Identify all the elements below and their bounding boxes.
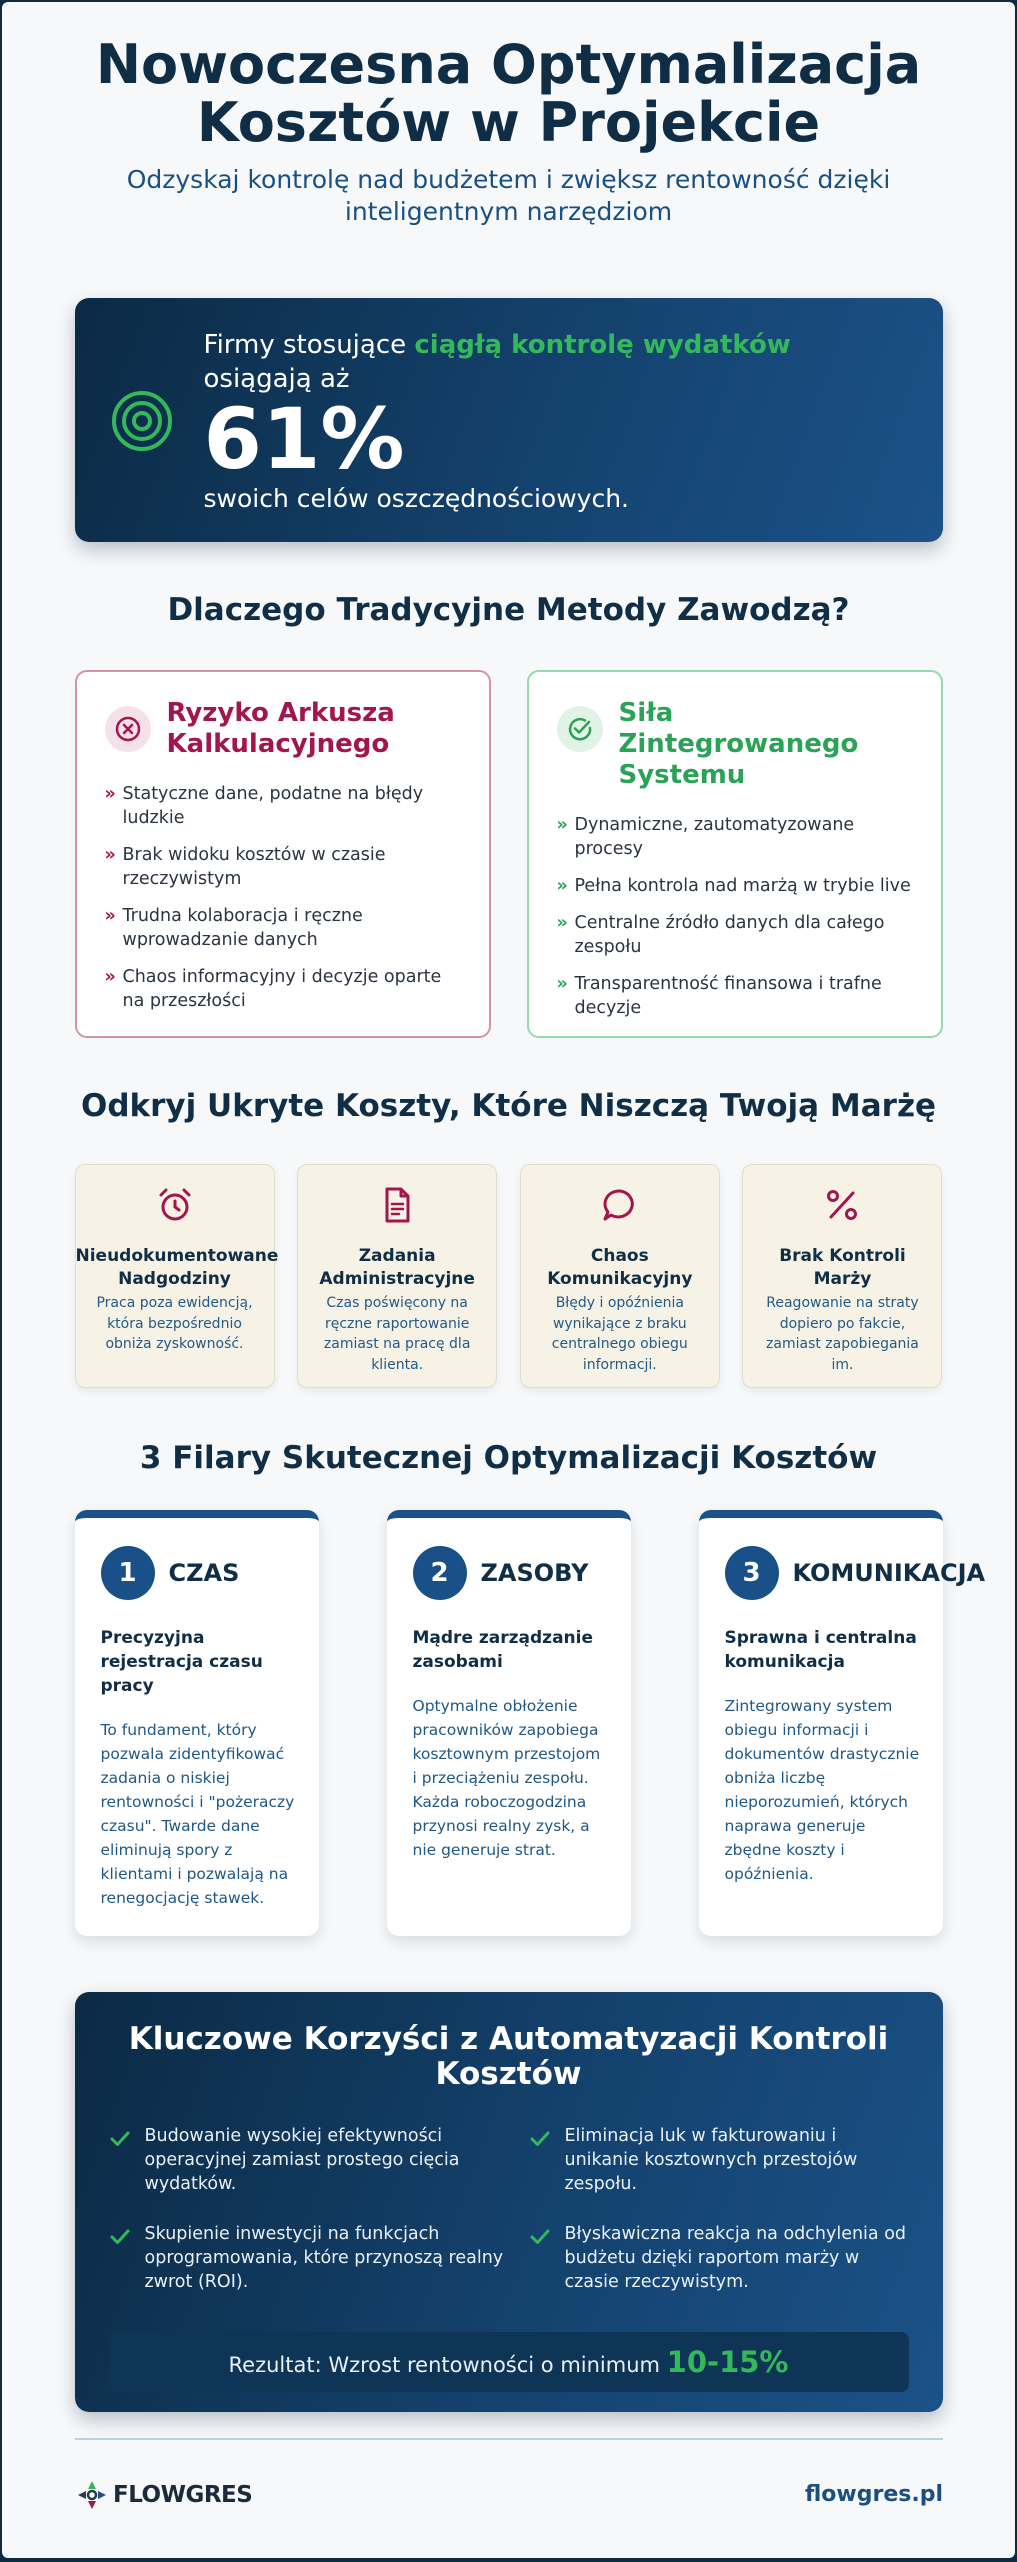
- pillars-grid: [75, 1510, 986, 1936]
- pillar-body: Optymalne obłożenie pracowników zapobiega kosztownym przestojom i przeciążeniu zespołu. Każda roboczogodzina przynosi realny zysk, a nie generuje strat.: [412, 1697, 601, 1859]
- cost-card-title: Nieudokumentowane Nadgodziny: [75, 1246, 279, 1289]
- list-item: » Brak widoku kosztów w czasie rzeczywistym: [104, 845, 386, 889]
- spreadsheet-risk-card: [75, 670, 491, 1038]
- hero-lead: Firmy stosujące ciągłą kontrolę wydatków osiągają aż: [203, 330, 791, 394]
- why-section-title: Dlaczego Tradycyjne Metody Zawodzą?: [167, 592, 850, 628]
- pillar-subtitle: Mądre zarządzanie zasobami: [412, 1628, 594, 1672]
- header: [75, 2, 943, 228]
- benefit-item: Eliminacja luk w fakturowaniu i unikanie kosztownych przestojów zespołu.: [529, 2124, 909, 2196]
- hero-stat-banner: [75, 298, 943, 542]
- benefits-title: Kluczowe Korzyści z Automatyzacji Kontroli Kosztów: [128, 2021, 889, 2092]
- cost-card-title: Brak Kontroli Marży: [779, 1246, 906, 1289]
- cost-card-desc: Błędy i opóźnienia wynikające z braku centralnego obiegu informacji.: [551, 1295, 688, 1373]
- pillar-card-resources: [387, 1510, 631, 1936]
- website-link[interactable]: flowgres.pl: [804, 2482, 943, 2507]
- hidden-costs-title: Odkryj Ukryte Koszty, Które Niszczą Twoją Marżę: [80, 1088, 937, 1124]
- pillar-body: To fundament, który pozwala zidentyfikować zadania o niskiej rentowności i "pożeraczy czasu". Twarde dane eliminują spory z klientami i pozwalają na renegocjację stawek.: [100, 1721, 295, 1907]
- list-item: » Pełna kontrola nad marżą w trybie live: [556, 876, 911, 896]
- cost-card-desc: Praca poza ewidencją, która bezpośrednio obniża zyskowność.: [96, 1295, 253, 1352]
- cost-card-title: Zadania Administracyjne: [319, 1246, 475, 1289]
- comparison-cards: [75, 670, 943, 1038]
- hidden-costs-grid: [75, 1164, 943, 1388]
- footer: [75, 2438, 943, 2508]
- list-item: » Statyczne dane, podatne na błędy ludzkie: [104, 784, 424, 828]
- percent-icon: [822, 1185, 862, 1225]
- benefit-item: Błyskawiczna reakcja na odchylenia od budżetu dzięki raportom marży w czasie rzeczywistym.: [529, 2222, 909, 2294]
- result-label: Rezultat: Wzrost rentowności o minimum: [228, 2353, 667, 2377]
- spreadsheet-risk-list: [105, 782, 467, 1013]
- alarm-clock-icon: [155, 1185, 195, 1225]
- result-banner: [109, 2332, 909, 2392]
- integrated-system-card: [527, 670, 943, 1038]
- benefits-panel: [75, 1992, 943, 2412]
- page-subtitle: Odzyskaj kontrolę nad budżetem i zwiększ rentowność dzięki inteligentnym narzędziom: [126, 165, 891, 226]
- cost-card-title: Chaos Komunikacyjny: [547, 1246, 693, 1289]
- flowgres-logo[interactable]: [75, 2478, 252, 2512]
- hero-highlight: ciągłą kontrolę wydatków: [414, 330, 791, 360]
- pillar-subtitle: Sprawna i centralna komunikacja: [724, 1628, 917, 1672]
- pillar-name: ZASOBY: [480, 1559, 589, 1587]
- pillar-card-communication: [699, 1510, 986, 1936]
- flowgres-logo-icon: [75, 2478, 109, 2512]
- check-icon: [109, 2128, 131, 2150]
- document-icon: [377, 1185, 417, 1225]
- benefit-item: Skupienie inwestycji na funkcjach oprogramowania, które przynoszą realny zwrot (ROI).: [109, 2222, 529, 2294]
- cost-card-desc: Reagowanie na straty dopiero po fakcie, zamiast zapobiegania im.: [766, 1295, 919, 1373]
- logo-text: FLOWGRES: [113, 2482, 253, 2508]
- x-circle-icon: [105, 706, 151, 752]
- pillar-number: 2: [413, 1546, 467, 1600]
- pillar-number: 3: [725, 1546, 779, 1600]
- pillar-body: Zintegrowany system obiegu informacji i dokumentów drastycznie obniża liczbę nieporozumień, których naprawa generuje zbędne koszty i opóźnienia.: [724, 1697, 920, 1883]
- list-item: » Chaos informacyjny i decyzje oparte na przeszłości: [104, 967, 442, 1011]
- integrated-system-list: [557, 813, 919, 1020]
- cost-card-margin: [742, 1164, 942, 1388]
- hero-text: [204, 328, 894, 514]
- cost-card-communication: [520, 1164, 720, 1388]
- hero-stat-caption: swoich celów oszczędnościowych.: [203, 484, 630, 513]
- cost-card-admin: [297, 1164, 497, 1388]
- list-item: » Transparentność finansowa i trafne decyzje: [556, 974, 882, 1018]
- benefits-list: [109, 2124, 909, 2294]
- list-item: » Dynamiczne, zautomatyzowane procesy: [556, 815, 855, 859]
- list-item: » Centralne źródło danych dla całego zespołu: [556, 913, 885, 957]
- pillar-name: CZAS: [168, 1559, 240, 1587]
- check-icon: [529, 2128, 551, 2150]
- page-title: Nowoczesna Optymalizacja Kosztów w Projekcie: [95, 33, 922, 154]
- pillars-title: 3 Filary Skutecznej Optymalizacji Kosztów: [139, 1440, 878, 1476]
- infographic-page: [2, 2, 1015, 2558]
- chat-bubble-icon: [600, 1185, 640, 1225]
- check-icon: [109, 2226, 131, 2248]
- target-icon: [111, 390, 173, 452]
- pillar-subtitle: Precyzyjna rejestracja czasu pracy: [100, 1628, 263, 1696]
- spreadsheet-risk-title: Ryzyko Arkusza Kalkulacyjnego: [166, 698, 395, 759]
- result-value: 10-15%: [666, 2345, 789, 2379]
- pillar-name: KOMUNIKACJA: [792, 1559, 986, 1587]
- cost-card-desc: Czas poświęcony na ręczne raportowanie zamiast na pracę dla klienta.: [323, 1295, 471, 1373]
- hero-stat-value: 61%: [203, 390, 405, 488]
- pillar-card-time: [75, 1510, 319, 1936]
- list-item: » Trudna kolaboracja i ręczne wprowadzanie danych: [104, 906, 363, 950]
- cost-card-overtime: [75, 1164, 279, 1388]
- check-icon: [529, 2226, 551, 2248]
- benefit-item: Budowanie wysokiej efektywności operacyjnej zamiast prostego cięcia wydatków.: [109, 2124, 529, 2196]
- pillar-number: 1: [101, 1546, 155, 1600]
- integrated-system-title: Siła Zintegrowanego Systemu: [618, 698, 859, 790]
- check-circle-icon: [557, 706, 603, 752]
